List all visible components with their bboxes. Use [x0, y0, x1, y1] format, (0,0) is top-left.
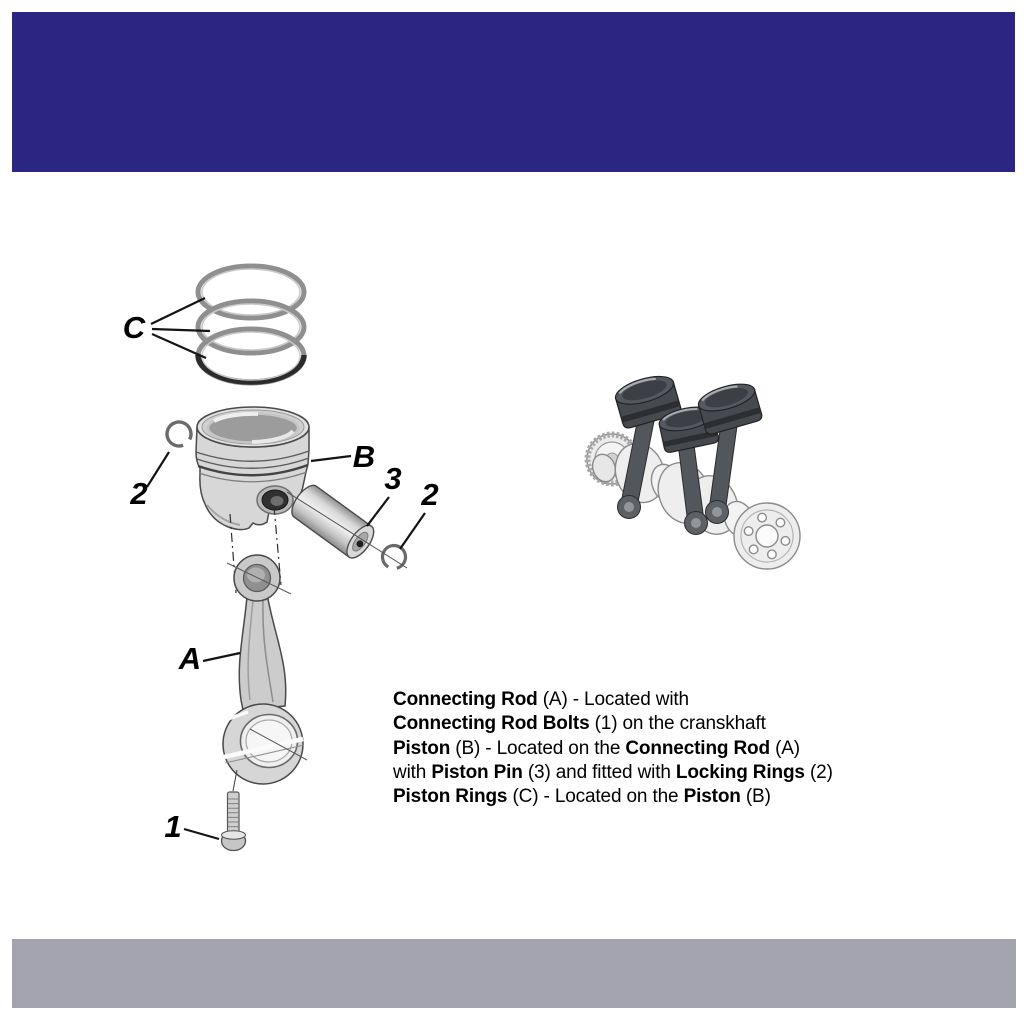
crankshaft-assembly-illustration	[587, 371, 800, 569]
label-piston-pin: 3	[384, 461, 402, 496]
piston-rings-illustration	[198, 266, 304, 383]
parts-description	[393, 688, 893, 809]
label-piston: B	[352, 439, 376, 474]
description-line: with Piston Pin (3) and fitted with Locking Rings (2)	[393, 761, 833, 783]
label-locking-ring-left: 2	[130, 476, 148, 511]
description-line: Piston (B) - Located on the Connecting Rod (A)	[393, 737, 800, 759]
label-connecting-rod-bolt: 1	[164, 809, 182, 844]
description-line: Connecting Rod Bolts (1) on the cranskhaft	[393, 713, 766, 735]
locking-ring-right-illustration	[378, 541, 409, 572]
pin-axis-centerline	[287, 492, 407, 568]
description-line: Connecting Rod (A) - Located with	[393, 689, 689, 710]
label-locking-ring-right: 2	[421, 477, 439, 512]
footer-band	[12, 939, 1016, 1008]
connecting-rod-bolt-illustration	[222, 770, 246, 851]
assembly-piston-right	[696, 379, 764, 436]
piston-pin-illustration	[287, 481, 379, 562]
connecting-rod-illustration	[223, 555, 307, 784]
label-connecting-rod: A	[178, 641, 202, 676]
locking-ring-left-illustration	[164, 419, 195, 450]
header-band	[12, 12, 1015, 172]
label-piston-rings: C	[122, 310, 146, 345]
description-line: Piston Rings (C) - Located on the Piston (B)	[393, 786, 771, 808]
